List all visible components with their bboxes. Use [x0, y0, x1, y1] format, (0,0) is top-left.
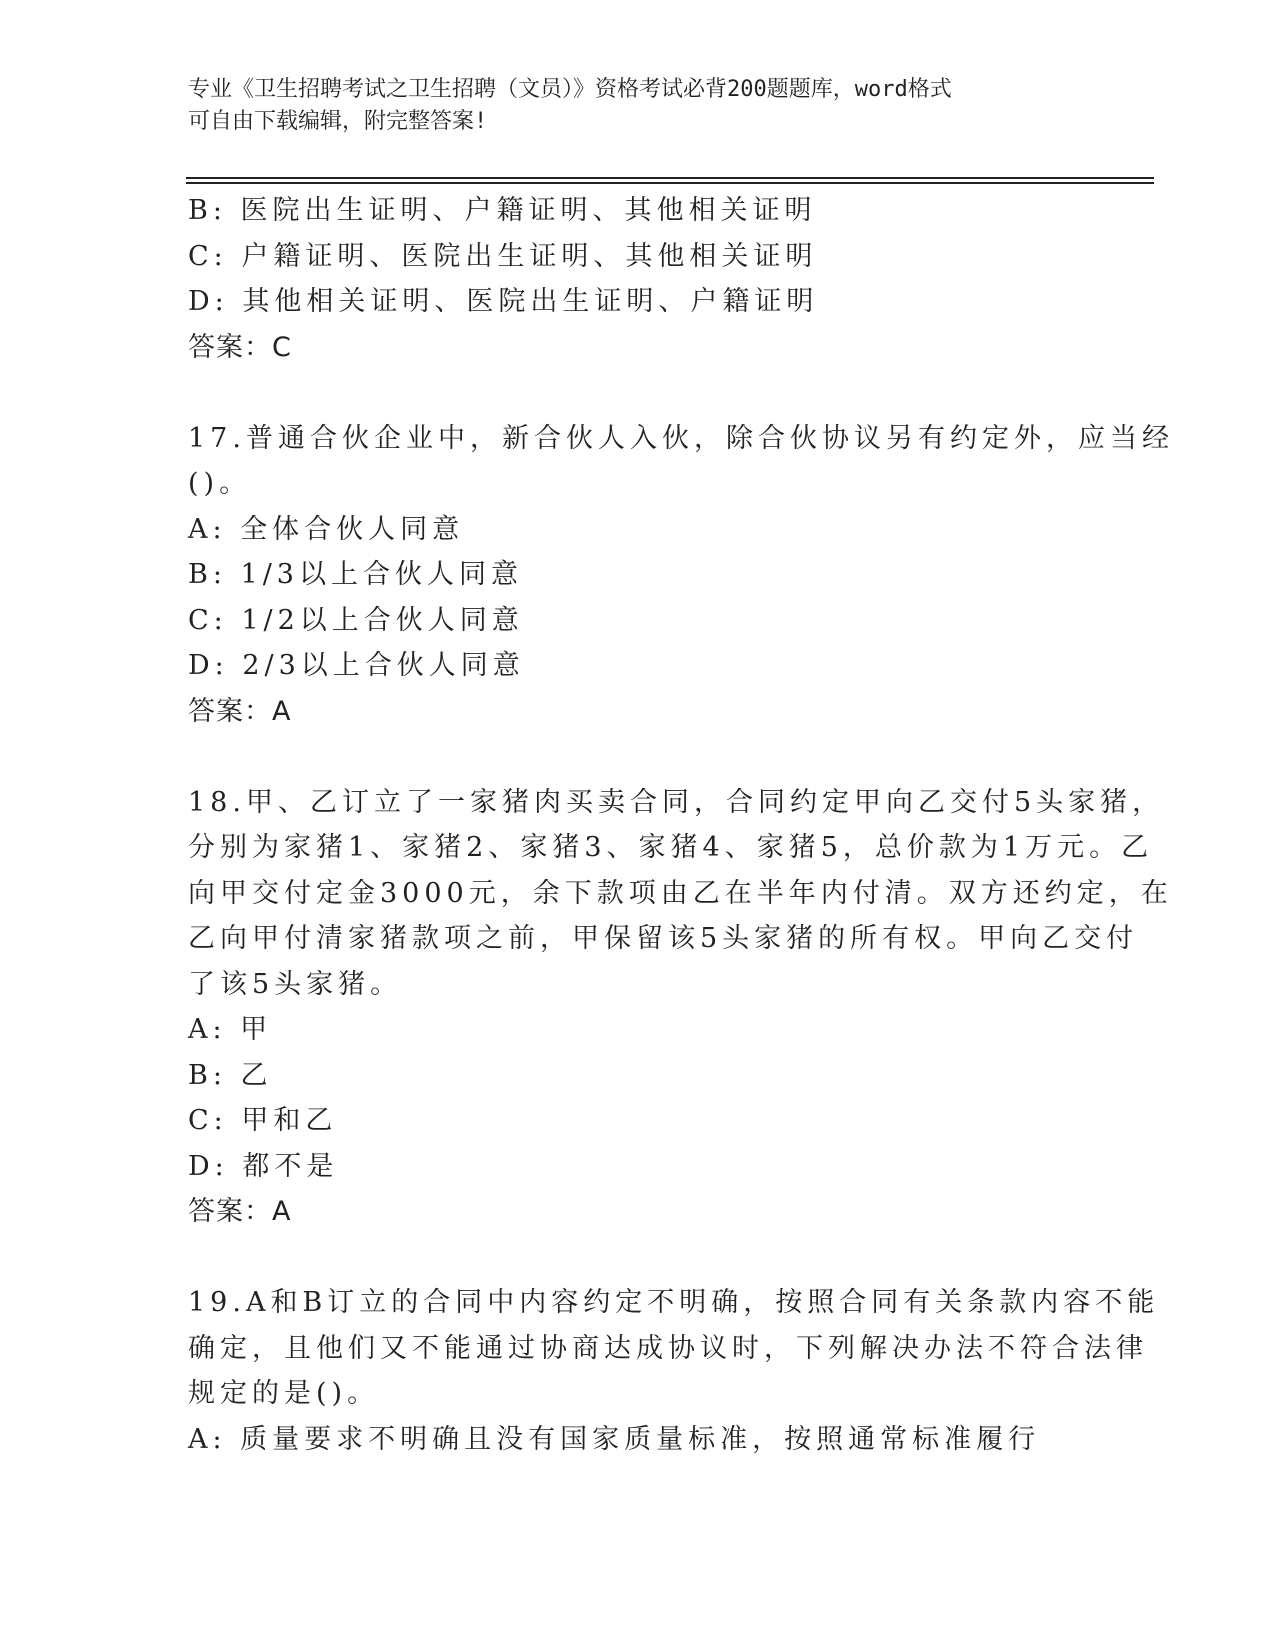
answer: 答案：A [188, 695, 292, 727]
answer: 答案：C [188, 331, 292, 363]
option-a: A: 质量要求不明确且没有国家质量标准，按照通常标准履行 [188, 1423, 1041, 1455]
option-a: A: 全体合伙人同意 [188, 513, 465, 545]
header-rule-bottom [186, 182, 1154, 184]
header-line-1: 专业《卫生招聘考试之卫生招聘（文员）》资格考试必背200题题库，word格式 [188, 77, 952, 102]
option-c: C: 1/2以上合伙人同意 [188, 604, 524, 636]
question-16-remainder [188, 188, 1088, 370]
spacer [188, 370, 1088, 416]
spacer [188, 1235, 1088, 1281]
option-a: A: 甲 [188, 1014, 273, 1045]
option-c: C: 甲和乙 [188, 1105, 338, 1136]
question-text-line: 确定，且他们又不能通过协商达成协议时，下列解决办法不符合法律 [188, 1332, 1148, 1364]
question-text-line: 分别为家猪1、家猪2、家猪3、家猪4、家猪5，总价款为1万元。乙 [188, 832, 1154, 863]
question-19 [188, 1280, 1160, 1462]
question-text-line: 规定的是()。 [188, 1378, 380, 1409]
option-c: C: 户籍证明、医院出生证明、其他相关证明 [188, 240, 818, 272]
question-text-line: 了该5头家猪。 [188, 968, 403, 1000]
question-text-line: 18.甲、乙订立了一家猪肉买卖合同，合同约定甲向乙交付5头家猪， [188, 786, 1165, 818]
option-d: D: 其他相关证明、医院出生证明、户籍证明 [188, 286, 819, 317]
option-b: B: 医院出生证明、户籍证明、其他相关证明 [188, 195, 817, 226]
question-17 [188, 416, 1174, 735]
question-text-line: ()。 [188, 468, 252, 499]
document-body [188, 188, 1174, 1462]
option-d: D: 都不是 [188, 1150, 339, 1182]
question-text-line: 19.A和B订立的合同中内容约定不明确，按照合同有关条款内容不能 [188, 1287, 1160, 1318]
document-header [188, 74, 1068, 138]
option-d: D: 2/3以上合伙人同意 [188, 650, 525, 681]
answer: 答案：A [188, 1196, 292, 1227]
question-text-line: 向甲交付定金3000元，余下款项由乙在半年内付清。双方还约定，在 [188, 877, 1173, 909]
question-text-line: 17.普通合伙企业中，新合伙人入伙，除合伙协议另有约定外，应当经 [188, 422, 1174, 454]
header-line-2: 可自由下载编辑，附完整答案! [188, 109, 488, 134]
question-18 [188, 780, 1173, 1235]
option-b: B: 1/3以上合伙人同意 [188, 559, 523, 590]
header-rule-top [186, 177, 1154, 179]
option-b: B: 乙 [188, 1059, 273, 1091]
question-text-line: 乙向甲付清家猪款项之前，甲保留该5头家猪的所有权。甲向乙交付 [188, 923, 1139, 954]
spacer [188, 734, 1088, 780]
